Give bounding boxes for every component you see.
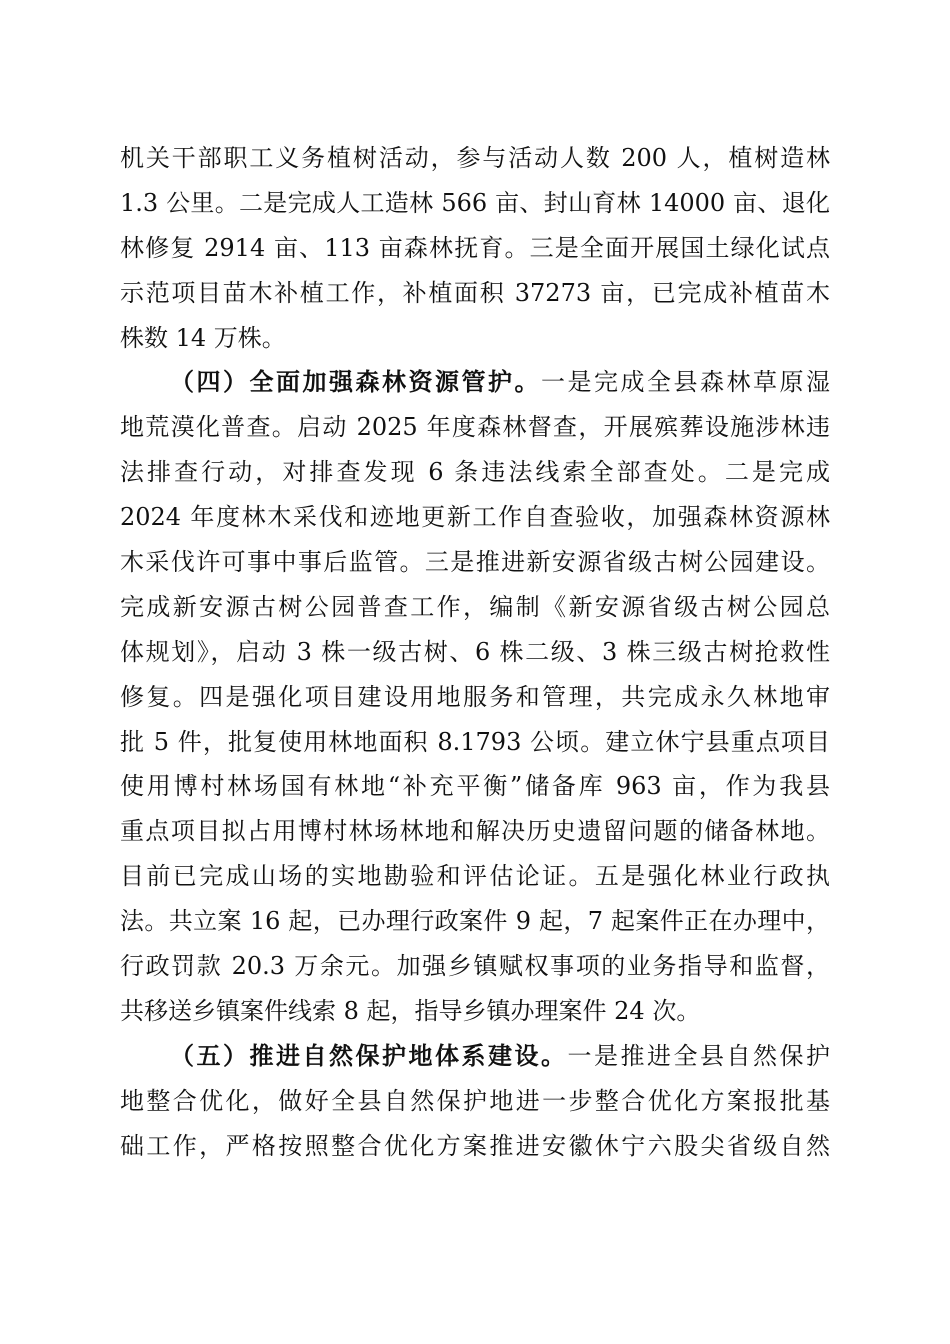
- text-line: 修复。四是强化项目建设用地服务和管理，共完成永久林地审: [120, 682, 830, 711]
- text-line: 地荒漠化普查。启动 2025 年度森林督查，开展殡葬设施涉林违: [120, 413, 830, 442]
- paragraph-afforestation: [120, 136, 830, 360]
- text-line: 地整合优化，做好全县自然保护地进一步整合优化方案报批基: [120, 1086, 830, 1115]
- text-line: 目前已完成山场的实地勘验和评估论证。五是强化林业行政执: [120, 862, 830, 891]
- text-line: 林修复 2914 亩、113 亩森林抚育。三是全面开展国土绿化试点: [120, 233, 830, 262]
- paragraph-first-line: [120, 1034, 830, 1079]
- paragraph-nature-reserve-system: [120, 1034, 830, 1169]
- text-line: 共移送乡镇案件线索 8 起，指导乡镇办理案件 24 次。: [120, 996, 701, 1025]
- text-line: 重点项目拟占用博村林场林地和解决历史遗留问题的储备林地。: [120, 817, 830, 846]
- text-line: 使用博村林场国有林地“补充平衡”储备库 963 亩，作为我县: [120, 772, 830, 801]
- text-run: 一是推进全县自然保护: [567, 1041, 830, 1070]
- text-line: 法。共立案 16 起，已办理行政案件 9 起，7 起案件正在办理中，: [120, 907, 830, 936]
- text-line: 2024 年度林木采伐和迹地更新工作自查验收，加强森林资源林: [120, 503, 830, 532]
- text-line: 1.3 公里。二是完成人工造林 566 亩、封山育林 14000 亩、退化: [120, 188, 830, 217]
- text-run: 一是完成全县森林草原湿: [541, 368, 830, 397]
- section-heading: （五）推进自然保护地体系建设。: [170, 1040, 568, 1070]
- text-line: 示范项目苗木补植工作，补植面积 37273 亩，已完成补植苗木: [120, 278, 830, 307]
- paragraph-forest-resource-management: [120, 360, 830, 1033]
- text-line: 完成新安源古树公园普查工作，编制《新安源省级古树公园总: [120, 592, 830, 621]
- text-line: 行政罚款 20.3 万余元。加强乡镇赋权事项的业务指导和监督，: [120, 952, 830, 981]
- text-line: 体规划》，启动 3 株一级古树、6 株二级、3 株三级古树抢救性: [120, 637, 830, 666]
- text-line: 法排查行动，对排查发现 6 条违法线索全部查处。二是完成: [120, 458, 830, 487]
- text-line: 木采伐许可事中事后监管。三是推进新安源省级古树公园建设。: [120, 548, 830, 577]
- text-line: 株数 14 万株。: [120, 323, 286, 352]
- text-line: 批 5 件，批复使用林地面积 8.1793 公顷。建立休宁县重点项目: [120, 727, 830, 756]
- section-heading: （四）全面加强森林资源管护。: [170, 367, 541, 397]
- document-body: [120, 136, 830, 1168]
- text-line: 础工作，严格按照整合优化方案推进安徽休宁六股尖省级自然: [120, 1131, 830, 1160]
- paragraph-first-line: [120, 360, 830, 405]
- text-line: 机关干部职工义务植树活动，参与活动人数 200 人，植树造林: [120, 144, 830, 172]
